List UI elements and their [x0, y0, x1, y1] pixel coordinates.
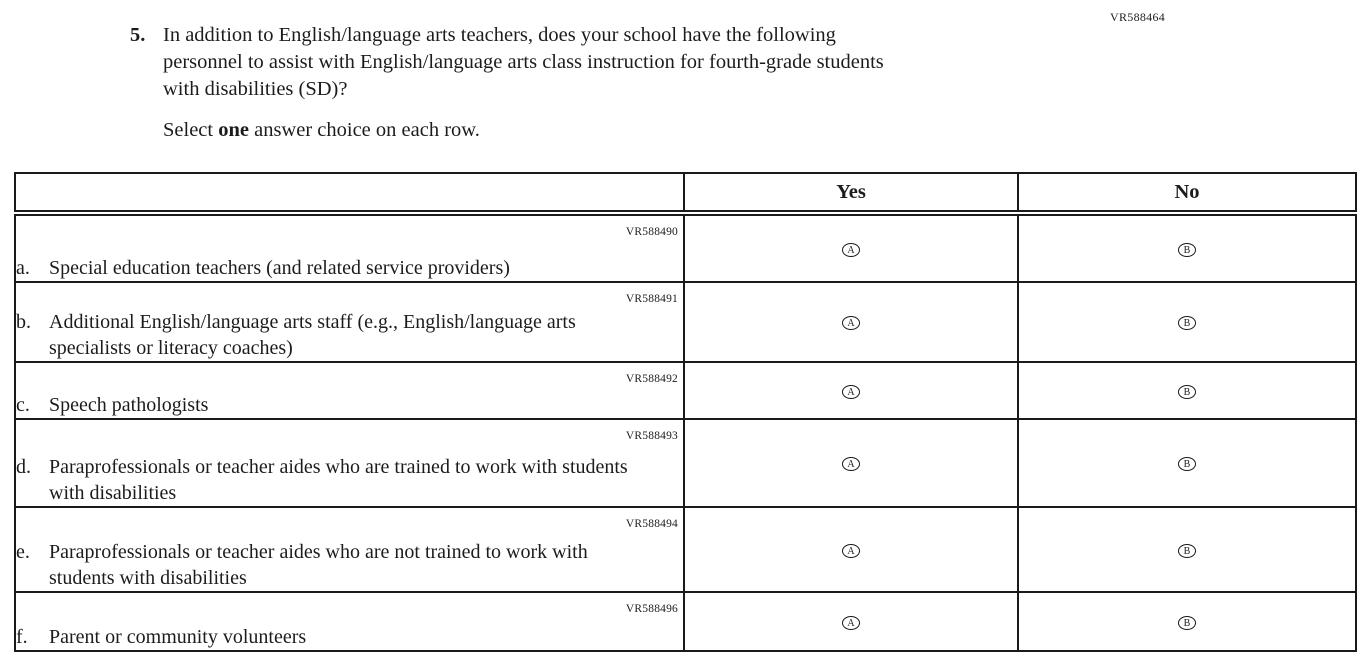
table-row-c [15, 362, 1356, 419]
item-cell [15, 507, 684, 592]
no-cell [1018, 507, 1356, 592]
row-label-text: Speech pathologists [49, 394, 209, 416]
row-variable-code: VR588491 [625, 293, 678, 305]
question-text-line: with disabilities (SD)? [163, 78, 348, 100]
question-text-line: In addition to English/language arts teachers, does your school have the following [163, 24, 836, 46]
yes-cell [684, 362, 1018, 419]
table-row-b [15, 282, 1356, 362]
row-letter: f. [16, 626, 28, 648]
row-label-text: Additional English/language arts staff (e.g., English/language arts specialists or literacy coaches) [49, 311, 576, 359]
question-number: 5. [130, 24, 146, 46]
question-block [130, 22, 1090, 142]
instructions-prefix: Select [163, 119, 219, 141]
option-a-bubble[interactable]: A [842, 457, 860, 471]
yes-cell [684, 419, 1018, 507]
yes-column-header: Yes [684, 173, 1018, 213]
option-b-bubble[interactable]: B [1178, 243, 1196, 257]
item-cell [15, 362, 684, 419]
yes-cell [684, 507, 1018, 592]
table-row-a [15, 213, 1356, 282]
item-cell [15, 213, 684, 282]
option-b-bubble[interactable]: B [1178, 457, 1196, 471]
option-a-bubble[interactable]: A [842, 316, 860, 330]
option-b-bubble[interactable]: B [1178, 544, 1196, 558]
row-variable-code: VR588492 [625, 373, 678, 385]
row-label-text: Parent or community volunteers [49, 626, 307, 648]
option-a-bubble[interactable]: A [842, 616, 860, 630]
option-b-bubble[interactable]: B [1178, 316, 1196, 330]
header-row [15, 173, 1356, 213]
option-b-bubble[interactable]: B [1178, 616, 1196, 630]
no-column-header: No [1018, 173, 1356, 213]
no-cell [1018, 362, 1356, 419]
no-cell [1018, 592, 1356, 651]
row-label-text: Paraprofessionals or teacher aides who are not trained to work with students with disabilities [49, 541, 588, 589]
item-cell [15, 419, 684, 507]
row-letter: a. [16, 257, 30, 279]
item-column-header [15, 173, 684, 213]
yes-cell [684, 213, 1018, 282]
row-letter: c. [16, 394, 30, 416]
item-cell [15, 592, 684, 651]
row-letter: d. [16, 456, 31, 478]
item-cell [15, 282, 684, 362]
row-label-text: Special education teachers (and related service providers) [49, 257, 510, 279]
table-row-f [15, 592, 1356, 651]
option-b-bubble[interactable]: B [1178, 385, 1196, 399]
question-text-line: personnel to assist with English/language arts class instruction for fourth-grade students [163, 51, 884, 73]
row-letter: b. [16, 311, 31, 333]
row-variable-code: VR588494 [625, 518, 678, 530]
instructions-suffix: answer choice on each row. [248, 119, 480, 141]
row-variable-code: VR588496 [625, 603, 678, 615]
row-variable-code: VR588490 [625, 226, 678, 238]
form-code: VR588464 [1110, 10, 1166, 24]
row-variable-code: VR588493 [625, 430, 678, 442]
yes-cell [684, 282, 1018, 362]
answer-grid [14, 172, 1357, 652]
option-a-bubble[interactable]: A [842, 385, 860, 399]
question-instructions [163, 119, 1090, 142]
row-letter: e. [16, 541, 30, 563]
yes-cell [684, 592, 1018, 651]
row-label-text: Paraprofessionals or teacher aides who are trained to work with students with disabilities [49, 456, 628, 504]
question-text [163, 22, 884, 103]
no-cell [1018, 419, 1356, 507]
table-row-d [15, 419, 1356, 507]
instructions-bold: one [218, 119, 249, 141]
table-row-e [15, 507, 1356, 592]
no-cell [1018, 282, 1356, 362]
option-a-bubble[interactable]: A [842, 243, 860, 257]
no-cell [1018, 213, 1356, 282]
option-a-bubble[interactable]: A [842, 544, 860, 558]
